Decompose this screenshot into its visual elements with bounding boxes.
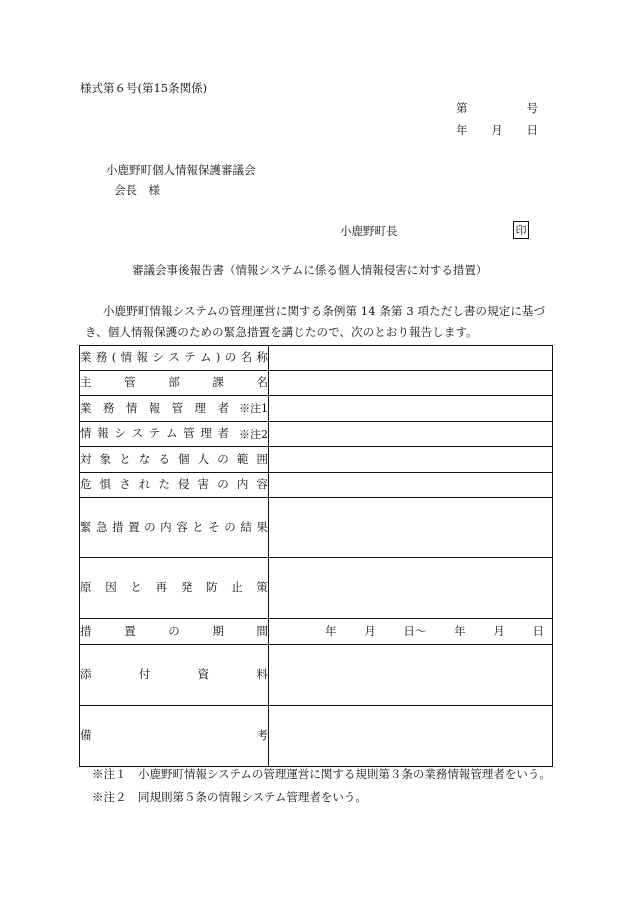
label-char: 人 <box>197 451 210 466</box>
label-char: と <box>119 451 131 466</box>
row-value-cell[interactable] <box>269 396 553 422</box>
period-end-year: 年 <box>454 623 466 638</box>
label-char: 務 <box>102 400 115 415</box>
label-char: 課 <box>212 375 224 390</box>
row-label <box>80 479 268 491</box>
row-label <box>80 519 268 534</box>
table-row <box>80 645 553 706</box>
label-char: 囲 <box>256 451 268 466</box>
row-value-cell[interactable] <box>269 645 553 706</box>
row-label <box>80 582 268 594</box>
label-char: 個 <box>178 451 190 466</box>
label-char: 置 <box>128 519 140 534</box>
label-char: 資 <box>197 667 210 682</box>
label-char: 措 <box>80 623 92 638</box>
label-char: 発 <box>180 580 193 595</box>
label-char: 内 <box>160 519 172 534</box>
row-value-cell[interactable] <box>269 447 553 473</box>
date-month: 月 <box>491 123 503 137</box>
row-label-cell <box>80 645 269 706</box>
row-label-cell <box>80 498 269 558</box>
label-char: の <box>224 350 237 365</box>
label-char: ( <box>111 350 117 365</box>
label-char: 害 <box>197 477 210 492</box>
row-label <box>80 669 268 681</box>
label-char: の <box>217 477 229 492</box>
label-char: 業 <box>80 350 92 365</box>
period-start-day: 日～ <box>403 623 427 638</box>
table-row <box>80 346 553 371</box>
row-label-cell <box>80 447 269 473</box>
label-char: そ <box>208 519 220 534</box>
label-char: 期 <box>212 623 224 638</box>
row-label-cell <box>80 619 269 645</box>
label-char: 結 <box>240 519 252 534</box>
label-char: 範 <box>236 451 249 466</box>
row-label-cell <box>80 422 269 447</box>
label-char: 者 <box>217 426 229 441</box>
number-prefix: 第 <box>456 101 468 115</box>
row-label-cell <box>80 473 269 498</box>
label-char: 情 <box>125 400 138 415</box>
label-char: テ <box>184 350 196 365</box>
label-char: 名 <box>240 350 253 365</box>
label-char: 報 <box>136 350 148 365</box>
addressee-title: 会長 様 <box>114 183 160 197</box>
label-char: 添 <box>80 667 92 682</box>
label-char: 名 <box>256 375 268 390</box>
document-date-line <box>456 125 538 137</box>
table-row <box>80 558 553 619</box>
label-char: 務 <box>95 350 108 365</box>
table-row <box>80 447 553 473</box>
table-row <box>80 473 553 498</box>
label-char: 主 <box>80 375 92 390</box>
label-char: 間 <box>256 623 268 638</box>
date-year: 年 <box>456 123 468 137</box>
label-char: 報 <box>148 400 161 415</box>
row-label-cell <box>80 371 269 396</box>
label-char: の <box>144 519 156 534</box>
period-start-year: 年 <box>325 623 337 638</box>
row-note: ※注2 <box>239 427 268 441</box>
label-char: 緊 <box>80 519 92 534</box>
row-note: ※注1 <box>239 402 268 415</box>
label-char: と <box>192 519 204 534</box>
label-char: 料 <box>256 667 268 682</box>
table-row <box>80 706 553 767</box>
label-char: 管 <box>171 400 184 415</box>
footnote-2: ※注２ 同規則第５条の情報システム管理者をいう。 <box>92 790 367 804</box>
label-char: と <box>130 580 142 595</box>
row-label <box>80 400 229 415</box>
label-char: 備 <box>80 728 92 743</box>
period-end-month: 月 <box>493 623 505 638</box>
row-label-cell <box>80 396 269 422</box>
addressee-name: 小鹿野町個人情報保護審議会 <box>106 163 256 177</box>
label-char: 内 <box>236 477 249 492</box>
row-value-cell[interactable] <box>269 422 553 447</box>
document-title: 審議会事後報告書（情報システムに係る個人情報侵害に対する措置） <box>132 263 488 277</box>
table-row <box>80 371 553 396</box>
row-value-cell[interactable] <box>269 473 553 498</box>
row-label-cell <box>80 706 269 767</box>
label-char: ム <box>165 426 178 441</box>
label-char: 再 <box>155 580 168 595</box>
row-label <box>80 352 268 364</box>
number-suffix: 号 <box>526 101 538 115</box>
row-label <box>80 730 268 742</box>
row-label <box>80 451 268 466</box>
label-char: 危 <box>80 477 92 492</box>
row-value-cell[interactable] <box>269 371 553 396</box>
table-row <box>80 619 553 645</box>
table-row <box>80 498 553 558</box>
label-char: 業 <box>80 400 92 415</box>
body-paragraph: 小鹿野町情報システムの管理運営に関する条例第 14 条第 3 項ただし書の規定に基づき、個人情報保護のための緊急措置を講じたので、次のとおり報告します。 <box>85 304 546 339</box>
period-value-cell[interactable] <box>269 619 553 645</box>
period-start-month: 月 <box>364 623 376 638</box>
sender-name: 小鹿野町長 <box>340 224 398 238</box>
label-char: 管 <box>124 375 136 390</box>
label-char: ) <box>215 350 221 365</box>
footnote-1: ※注１ 小鹿野町情報システムの管理運営に関する規則第３条の業務情報管理者をいう。 <box>92 767 551 781</box>
row-value-cell[interactable] <box>269 346 553 371</box>
seal-mark: 印 <box>513 221 529 239</box>
period-fields <box>269 623 552 638</box>
label-char: 因 <box>105 580 117 595</box>
form-number: 様式第６号(第15条関係) <box>80 81 208 95</box>
label-char: 止 <box>231 580 243 595</box>
label-char: 容 <box>256 477 268 492</box>
label-char: の <box>224 519 236 534</box>
label-char: 措 <box>112 519 124 534</box>
label-char: の <box>168 623 180 638</box>
row-value-cell[interactable] <box>269 706 553 767</box>
label-char: 称 <box>256 350 268 365</box>
row-label-cell <box>80 346 269 371</box>
label-char: 理 <box>194 400 207 415</box>
label-char: 象 <box>99 451 112 466</box>
label-char: 惧 <box>99 477 112 492</box>
period-end-day: 日 <box>532 623 544 638</box>
label-char: 情 <box>120 350 133 365</box>
date-day: 日 <box>526 123 538 137</box>
row-label <box>80 623 268 638</box>
label-char: ス <box>168 350 180 365</box>
table-row <box>80 396 553 422</box>
label-char: 報 <box>97 426 109 441</box>
label-char: 対 <box>80 451 92 466</box>
label-char: 者 <box>217 400 229 415</box>
label-char: 部 <box>168 375 180 390</box>
label-char: ス <box>131 426 144 441</box>
label-char: 果 <box>256 519 268 534</box>
label-char: ム <box>200 350 212 365</box>
label-char: 侵 <box>178 477 190 492</box>
document-number-line <box>456 103 538 115</box>
label-char: 理 <box>200 426 212 441</box>
label-char: シ <box>152 350 164 365</box>
label-char: さ <box>119 477 131 492</box>
report-table <box>79 345 553 767</box>
label-char: れ <box>138 477 151 492</box>
label-char: シ <box>114 426 126 441</box>
row-value-cell[interactable] <box>269 498 553 558</box>
row-label <box>80 377 268 389</box>
label-char: る <box>158 451 170 466</box>
label-char: 原 <box>80 580 92 595</box>
label-char: テ <box>148 426 161 441</box>
label-char: 急 <box>96 519 108 534</box>
label-char: 考 <box>256 728 268 743</box>
row-label-cell <box>80 558 269 619</box>
label-char: な <box>138 451 151 466</box>
label-char: の <box>217 451 229 466</box>
label-char: 管 <box>183 426 195 441</box>
row-label <box>80 428 229 440</box>
row-value-cell[interactable] <box>269 558 553 619</box>
label-char: 置 <box>124 623 136 638</box>
table-row <box>80 422 553 447</box>
label-char: た <box>158 477 170 492</box>
label-char: 防 <box>206 580 218 595</box>
label-char: 策 <box>256 580 268 595</box>
label-char: 情 <box>80 426 92 441</box>
label-char: 容 <box>176 519 188 534</box>
label-char: 付 <box>138 667 151 682</box>
